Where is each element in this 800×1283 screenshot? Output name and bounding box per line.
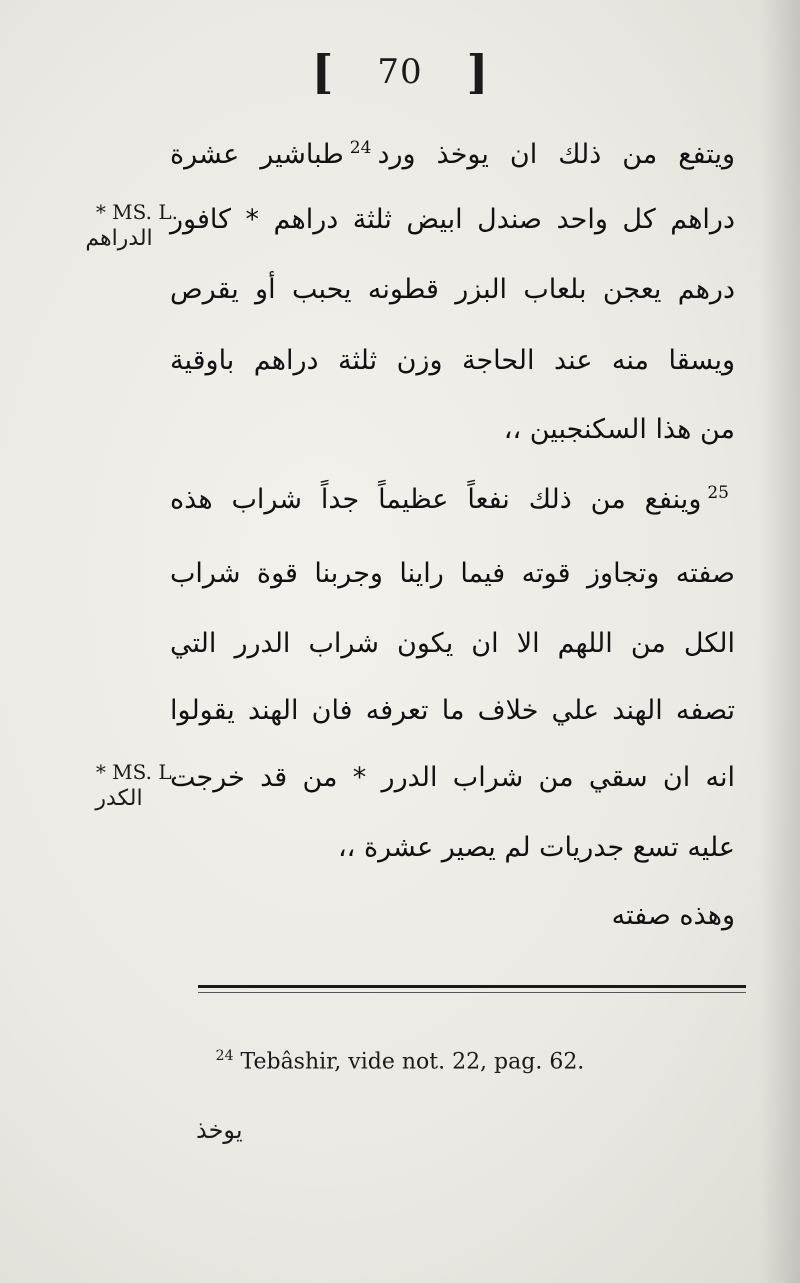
page-edge-shadow xyxy=(760,0,800,1283)
text-line-9: تصفه الهند علي خلاف ما تعرفه فان الهند يقولوا xyxy=(170,695,735,726)
margin-note-1-arabic: الدراهم xyxy=(85,226,153,251)
left-bracket: [ xyxy=(311,45,334,99)
footnote-rule xyxy=(198,985,746,988)
text-line-10: انه ان سقي من شراب الدرر * من قد خرجت xyxy=(170,762,735,793)
line-1-part-b: طباشير عشرة xyxy=(170,139,344,170)
text-line-5: من هذا السكنجبين ،، xyxy=(503,414,735,445)
right-bracket: ] xyxy=(466,45,489,99)
text-line-6 xyxy=(170,483,735,515)
footnote-rule-thin xyxy=(198,992,746,993)
text-line-1 xyxy=(170,138,735,170)
margin-note-1 xyxy=(60,200,178,253)
text-line-4: ويسقا منه عند الحاجة وزن ثلثة دراهم باوقية xyxy=(170,345,735,376)
margin-note-2 xyxy=(60,760,178,813)
margin-note-2-ms: * MS. L. xyxy=(95,760,178,784)
footnote-ref-25: 25 xyxy=(707,483,729,503)
text-line-7: صفته وتجاوز قوته فيما راينا وجربنا قوة شراب xyxy=(170,558,735,589)
footnote xyxy=(0,1048,800,1074)
line-6-text: وينفع من ذلك نفعاً عظيماً جداً شراب هذه xyxy=(170,484,702,515)
text-line-3: درهم يعجن بلعاب البزر قطونه يحبب أو يقرص xyxy=(170,274,735,305)
text-line-11: عليه تسع جدريات لم يصير عشرة ،، xyxy=(337,832,735,863)
text-line-8: الكل من اللهم الا ان يكون شراب الدرر التي xyxy=(170,628,735,659)
text-line-2: دراهم كل واحد صندل ابيض ثلثة دراهم * كافور xyxy=(170,204,735,235)
text-line-12: وهذه صفته xyxy=(611,900,735,931)
margin-note-1-ms: * MS. L. xyxy=(95,200,178,224)
footnote-ref-24: 24 xyxy=(349,138,372,158)
footnote-text: Tebâshir, vide not. 22, pag. 62. xyxy=(240,1049,585,1075)
page-header xyxy=(0,45,800,99)
page-number: 70 xyxy=(377,52,423,92)
footnote-number: 24 xyxy=(215,1048,234,1064)
catchword: يوخذ xyxy=(196,1116,243,1144)
line-1-part-a: ويتفع من ذلك ان يوخذ ورد xyxy=(377,139,736,170)
margin-note-2-arabic: الكدر xyxy=(95,786,143,811)
